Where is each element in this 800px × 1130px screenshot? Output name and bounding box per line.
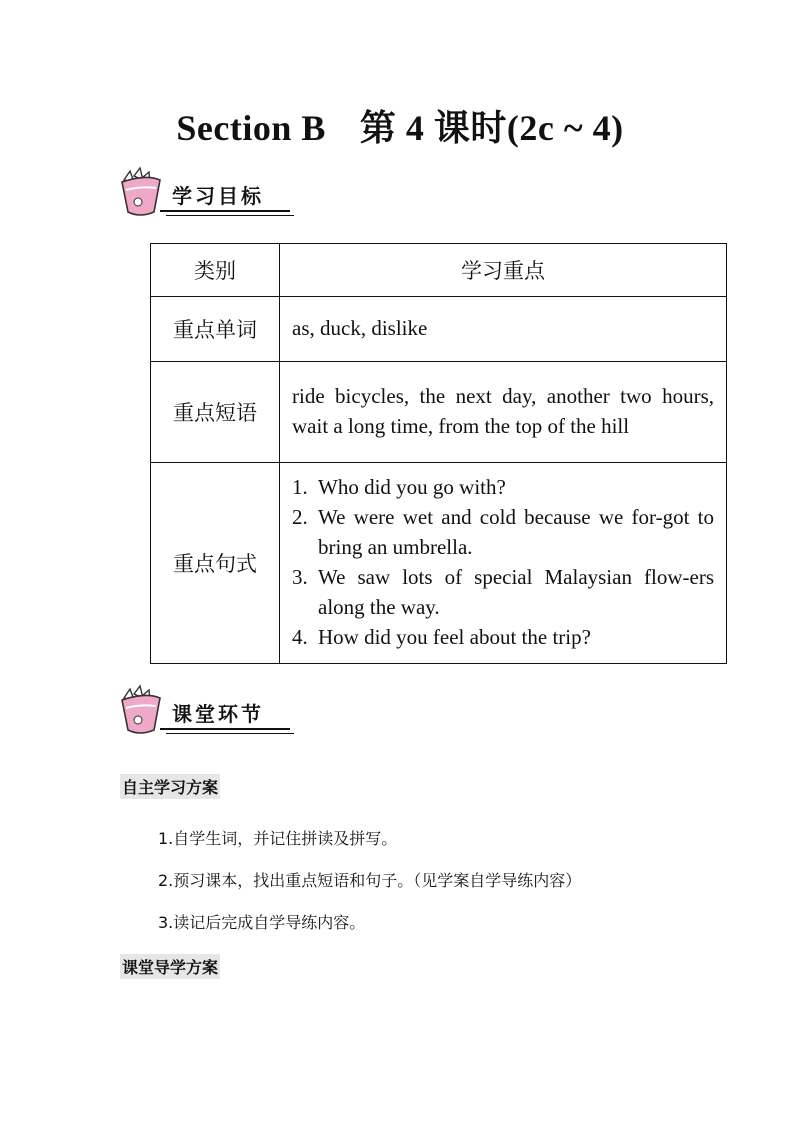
row-category: 重点句式: [151, 463, 280, 664]
step-item: 2.预习课本，找出重点短语和句子。（见学案自学导练内容）: [158, 871, 582, 890]
section-title: 学习目标: [172, 184, 264, 208]
list-item: 4. How did you feel about the trip?: [292, 625, 591, 649]
table-row: [151, 297, 727, 362]
title-section: Section B: [176, 108, 326, 148]
section-title: 课堂环节: [172, 702, 264, 726]
section-header-goals: [116, 166, 316, 226]
title-lesson: 第 4 课时(2c ~ 4): [359, 108, 624, 148]
class-guide-heading: 课堂导学方案: [120, 954, 220, 979]
table-row: [151, 362, 727, 463]
self-study-heading: 自主学习方案: [120, 774, 220, 799]
header-focus: 学习重点: [280, 244, 727, 297]
row-category: 重点单词: [151, 297, 280, 362]
step-item: 3.读记后完成自学导练内容。: [158, 913, 366, 932]
list-item: 3. We saw lots of special Malaysian flow-ers along the way.: [292, 565, 714, 619]
row-category: 重点短语: [151, 362, 280, 463]
row-content: ride bicycles, the next day, another two hours, wait a long time, from the top of the hill: [280, 362, 727, 463]
page-title: [0, 100, 800, 151]
section-header-class: [116, 684, 316, 744]
row-content: [280, 463, 727, 664]
step-item: 1.自学生词，并记住拼读及拼写。: [158, 829, 398, 848]
header-category: 类别: [151, 244, 280, 297]
list-item: 2. We were wet and cold because we for-got to bring an umbrella.: [292, 505, 714, 559]
row-content: as, duck, dislike: [280, 297, 727, 362]
list-item: 1. Who did you go with?: [292, 475, 506, 499]
table-header-row: [151, 244, 727, 297]
table-row: [151, 463, 727, 664]
sentence-list: [292, 472, 714, 652]
learning-goals-table: [150, 243, 727, 664]
